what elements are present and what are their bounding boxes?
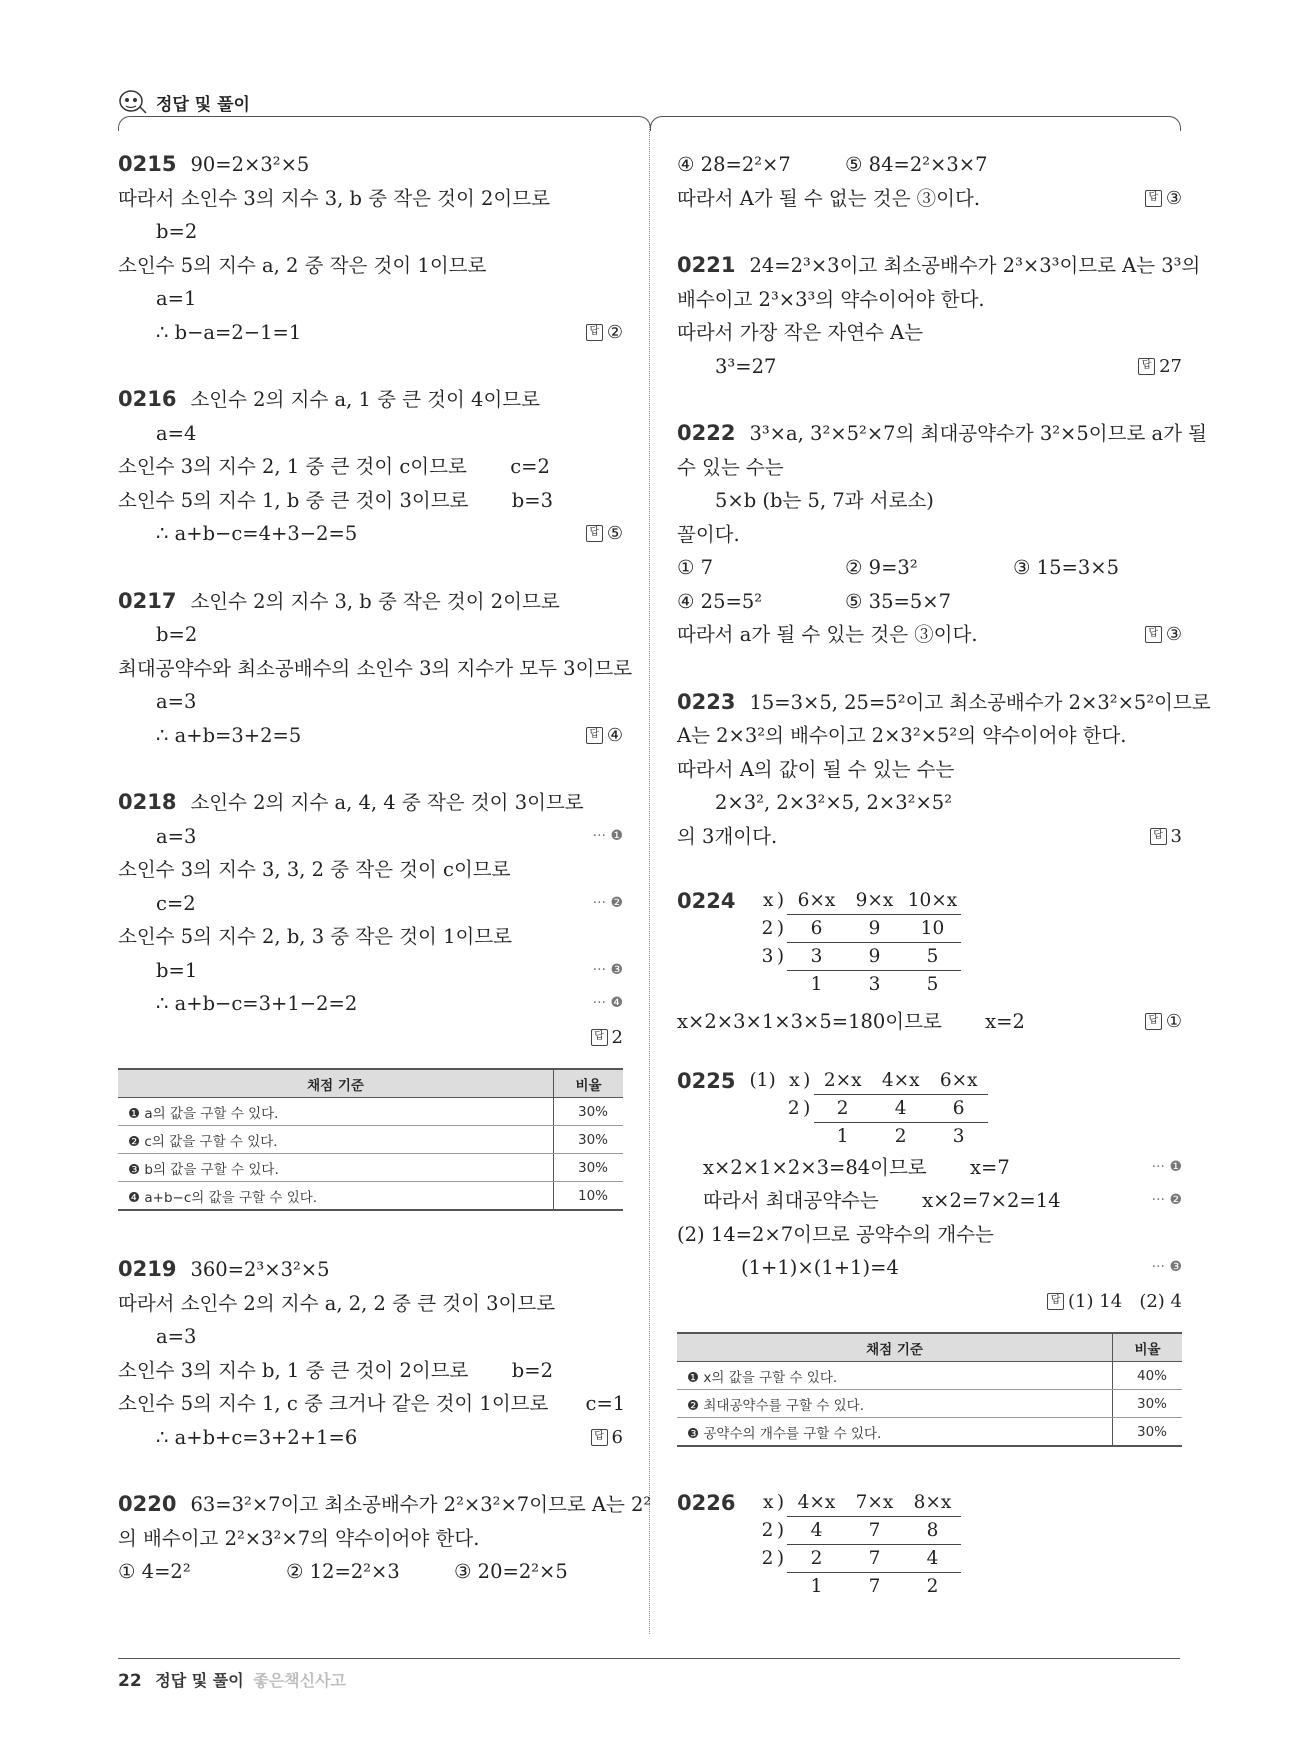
answer bbox=[1138, 350, 1182, 384]
ladder-cell: 4 bbox=[894, 1097, 907, 1119]
problem-0215 bbox=[118, 148, 623, 349]
solution-line: 따라서 A의 값이 될 수 있는 수는 bbox=[677, 757, 955, 781]
table-header: 비율 bbox=[1113, 1333, 1183, 1362]
ladder-cell: 2 bbox=[894, 1125, 907, 1147]
part-label: (1) bbox=[749, 1069, 776, 1091]
ladder-row: 2 ) 2 4 6 bbox=[776, 1095, 988, 1123]
frame-top-right bbox=[662, 116, 1170, 117]
answer-icon: 답 bbox=[586, 727, 603, 744]
solution-line: 3³=27 bbox=[715, 354, 777, 378]
table-row bbox=[118, 1154, 623, 1182]
step-marker: ··· ❶ bbox=[592, 827, 623, 844]
problem-number: 0215 bbox=[118, 152, 177, 176]
divisor: 3 bbox=[761, 946, 774, 967]
solution-line: ∴ a+b−c=3+1−2=2 bbox=[156, 992, 358, 1015]
problem-number: 0218 bbox=[118, 790, 177, 814]
answer bbox=[591, 1021, 623, 1055]
ladder-cell: 7 bbox=[868, 1576, 881, 1597]
ladder-row: 3 ) 3 9 5 bbox=[749, 943, 961, 971]
footer-rule bbox=[118, 1658, 1180, 1659]
answer bbox=[586, 719, 623, 753]
ladder-cell: 10×x bbox=[907, 890, 958, 911]
ladder-cell: 9 bbox=[868, 946, 881, 967]
footer-label: 정답 및 풀이 bbox=[155, 1671, 244, 1690]
ladder-cell: 5 bbox=[926, 946, 939, 967]
solution-line: 의 배수이고 2²×3²×7의 약수이어야 한다. bbox=[118, 1526, 480, 1550]
answer-icon: 답 bbox=[591, 1429, 608, 1446]
table-row bbox=[118, 1182, 623, 1211]
ladder-row bbox=[776, 1123, 988, 1151]
ladder-cell: 2 bbox=[836, 1097, 849, 1119]
answer-value: (1) 14 (2) 4 bbox=[1068, 1290, 1182, 1312]
answer-icon: 답 bbox=[1145, 626, 1162, 643]
problem-number: 0221 bbox=[677, 253, 736, 277]
solution-line: 소인수 2의 지수 a, 4, 4 중 작은 것이 3이므로 bbox=[190, 791, 584, 814]
solution-line: 소인수 5의 지수 1, c 중 크거나 같은 것이 1이므로 c=1 bbox=[118, 1392, 626, 1415]
ladder-row bbox=[749, 971, 961, 999]
answer-value: 2 bbox=[611, 1026, 623, 1048]
option: ① 4=2² bbox=[118, 1560, 191, 1583]
ladder-cell: 7 bbox=[868, 1548, 881, 1569]
ladder-cell: 4×x bbox=[797, 1492, 836, 1513]
ladder-cell: 4×x bbox=[881, 1069, 920, 1091]
option: ④ 28=2²×7 bbox=[677, 153, 791, 176]
solution-line: b=1 bbox=[156, 958, 198, 982]
problem-0222 bbox=[677, 417, 1208, 652]
step-marker: ··· ❸ bbox=[592, 961, 623, 978]
option: ③ 15=3×5 bbox=[1013, 556, 1119, 579]
step-marker: ··· ❷ bbox=[592, 894, 623, 911]
criterion: ❶ x의 값을 구할 수 있다. bbox=[677, 1362, 1113, 1390]
criterion: ❸ b의 값을 구할 수 있다. bbox=[118, 1154, 554, 1182]
answer-icon: 답 bbox=[1047, 1293, 1064, 1310]
ladder-cell: 6×x bbox=[939, 1069, 978, 1091]
problem-number: 0222 bbox=[677, 421, 736, 445]
ladder-cell: 2 bbox=[810, 1548, 823, 1569]
solution-line: 63=3²×7이고 최소공배수가 2²×3²×7이므로 A는 2² bbox=[190, 1493, 652, 1516]
ladder-row: 2 ) 2 7 4 bbox=[749, 1545, 961, 1573]
problem-0224 bbox=[677, 887, 1182, 1039]
ratio: 10% bbox=[554, 1182, 624, 1211]
ladder-cell: 7 bbox=[868, 1520, 881, 1541]
problem-0221 bbox=[677, 249, 1201, 383]
watermark: 좋은책신사고 bbox=[253, 1671, 346, 1690]
answer bbox=[591, 1421, 623, 1455]
solution-line: 90=2×3²×5 bbox=[190, 153, 310, 176]
ladder-cell: 6 bbox=[952, 1097, 965, 1119]
solution-line: 360=2³×3²×5 bbox=[190, 1258, 330, 1281]
solution-line: ∴ a+b−c=4+3−2=5 bbox=[156, 522, 358, 545]
ladder-cell: 6 bbox=[810, 918, 823, 939]
ladder-cell: 4 bbox=[926, 1548, 939, 1569]
solution-line: A는 2×3²의 배수이고 2×3²×5²의 약수이어야 한다. bbox=[677, 724, 1127, 747]
option: ⑤ 84=2²×3×7 bbox=[845, 153, 988, 176]
ladder-cell: 1 bbox=[810, 974, 823, 995]
solution-line: 따라서 소인수 3의 지수 3, b 중 작은 것이 2이므로 bbox=[118, 186, 550, 210]
option: ② 12=2²×3 bbox=[286, 1560, 400, 1583]
answer-icon: 답 bbox=[1150, 828, 1167, 845]
ratio: 30% bbox=[554, 1098, 624, 1126]
answer bbox=[586, 316, 623, 350]
table-row bbox=[677, 1390, 1182, 1418]
option: ② 9=3² bbox=[845, 556, 918, 579]
answer-value: ③ bbox=[1165, 624, 1182, 645]
solution-line: ∴ a+b=3+2=5 bbox=[156, 723, 302, 747]
answer-icon: 답 bbox=[1138, 358, 1155, 375]
ladder-cell: 3 bbox=[868, 974, 881, 995]
ladder-cell: 3 bbox=[810, 946, 823, 967]
ladder-cell: 9 bbox=[868, 918, 881, 939]
grading-table bbox=[118, 1068, 623, 1211]
ladder-cell: 8 bbox=[926, 1520, 939, 1541]
ladder-cell: 7×x bbox=[855, 1492, 894, 1513]
table-row bbox=[118, 1126, 623, 1154]
solution-line: x×2×1×2×3=84이므로 x=7 bbox=[703, 1155, 1010, 1179]
answer-value: 3 bbox=[1170, 825, 1182, 847]
column-divider bbox=[649, 124, 650, 1634]
answer-icon: 답 bbox=[1145, 1013, 1162, 1030]
problem-0219 bbox=[118, 1253, 626, 1454]
divisor: x bbox=[789, 1069, 800, 1091]
solution-line: ∴ a+b+c=3+2+1=6 bbox=[156, 1425, 358, 1449]
division-ladder bbox=[749, 887, 961, 999]
frame-corner bbox=[650, 116, 665, 131]
option: ④ 25=5² bbox=[677, 589, 763, 613]
table-header: 비율 bbox=[554, 1069, 624, 1098]
ladder-cell: 9×x bbox=[855, 890, 894, 911]
answer bbox=[1145, 1005, 1182, 1039]
solution-line: 따라서 가장 작은 자연수 A는 bbox=[677, 321, 924, 344]
table-row bbox=[677, 1418, 1182, 1447]
step-marker: ··· ❹ bbox=[592, 995, 623, 1011]
frame-corner bbox=[1166, 116, 1181, 131]
right-column bbox=[677, 148, 1211, 1635]
left-column bbox=[118, 148, 652, 1623]
solution-line: 따라서 a가 될 수 있는 것은 ③이다. bbox=[677, 623, 978, 646]
solution-line: c=2 bbox=[156, 891, 196, 915]
problem-0218 bbox=[118, 786, 623, 1211]
ladder-cell: 4 bbox=[810, 1520, 823, 1541]
answer-value: ④ bbox=[606, 724, 623, 746]
ladder-row: 2 ) 6 9 10 bbox=[749, 915, 961, 943]
solution-line: b=2 bbox=[156, 623, 198, 646]
solution-line: 따라서 소인수 2의 지수 a, 2, 2 중 큰 것이 3이므로 bbox=[118, 1291, 556, 1315]
solution-line: 의 3개이다. bbox=[677, 824, 778, 848]
solution-line: 배수이고 2³×3³의 약수이어야 한다. bbox=[677, 287, 985, 311]
answer-icon: 답 bbox=[1145, 190, 1162, 207]
step-marker: ··· ❶ bbox=[1151, 1158, 1182, 1175]
problem-0220 bbox=[118, 1488, 652, 1589]
problem-number: 0220 bbox=[118, 1492, 177, 1516]
problem-number: 0224 bbox=[677, 889, 736, 913]
page-footer bbox=[118, 1668, 346, 1691]
table-row bbox=[677, 1362, 1182, 1390]
criterion: ❸ 공약수의 개수를 구할 수 있다. bbox=[677, 1418, 1113, 1447]
ratio: 40% bbox=[1113, 1362, 1183, 1390]
problem-number: 0217 bbox=[118, 588, 177, 613]
solution-line: 소인수 5의 지수 1, b 중 큰 것이 3이므로 b=3 bbox=[118, 488, 553, 512]
ladder-row: x ) 2×x 4×x 6×x bbox=[776, 1067, 988, 1095]
answer bbox=[1150, 820, 1182, 854]
problem-number: 0219 bbox=[118, 1257, 177, 1281]
answer-value: ① bbox=[1165, 1011, 1182, 1032]
ladder-row: x ) 4×x 7×x 8×x bbox=[749, 1489, 961, 1517]
ladder-cell: 6×x bbox=[797, 890, 836, 911]
solution-line: b=2 bbox=[156, 220, 198, 243]
step-marker: ··· ❷ bbox=[1151, 1192, 1182, 1208]
solution-line: (1+1)×(1+1)=4 bbox=[741, 1256, 899, 1279]
ladder-row: 2 ) 4 7 8 bbox=[749, 1517, 961, 1545]
ladder-row: x ) 6×x 9×x 10×x bbox=[749, 887, 961, 915]
solution-line: 3³×a, 3²×5²×7의 최대공약수가 3²×5이므로 a가 될 bbox=[749, 422, 1208, 445]
mascot-icon bbox=[118, 89, 148, 115]
solution-line: (2) 14=2×7이므로 공약수의 개수는 bbox=[677, 1222, 994, 1246]
header-title: 정답 및 풀이 bbox=[156, 94, 250, 115]
ladder-row bbox=[749, 1573, 961, 1601]
division-ladder bbox=[776, 1067, 988, 1151]
divisor: 2 bbox=[787, 1097, 800, 1119]
solution-line: a=3 bbox=[156, 1325, 197, 1348]
ladder-cell: 3 bbox=[952, 1125, 965, 1147]
divisor: 2 bbox=[761, 918, 774, 939]
solution-line: 따라서 A가 될 수 없는 것은 ③이다. bbox=[677, 186, 981, 210]
solution-line: 소인수 3의 지수 2, 1 중 큰 것이 c이므로 c=2 bbox=[118, 455, 550, 478]
answer-value: 27 bbox=[1159, 355, 1182, 377]
solution-line: 수 있는 수는 bbox=[677, 455, 784, 479]
divisor: 2 bbox=[761, 1548, 774, 1569]
problem-number: 0225 bbox=[677, 1068, 736, 1093]
answer bbox=[1145, 182, 1182, 216]
solution-line: 소인수 5의 지수 a, 2 중 작은 것이 1이므로 bbox=[118, 253, 487, 277]
solution-line: 2×3², 2×3²×5, 2×3²×5² bbox=[715, 791, 953, 814]
solution-line: 5×b (b는 5, 7과 서로소) bbox=[715, 489, 934, 512]
answer bbox=[586, 517, 623, 551]
criterion: ❹ a+b−c의 값을 구할 수 있다. bbox=[118, 1182, 554, 1211]
option: ③ 20=2²×5 bbox=[454, 1560, 568, 1583]
frame-top-left bbox=[130, 116, 638, 117]
solution-line: 24=2³×3이고 최소공배수가 2³×3³이므로 A는 3³의 bbox=[749, 254, 1201, 277]
solution-line: 소인수 3의 지수 b, 1 중 큰 것이 2이므로 b=2 bbox=[118, 1358, 553, 1382]
criterion: ❷ c의 값을 구할 수 있다. bbox=[118, 1126, 554, 1154]
solution-line: a=1 bbox=[156, 287, 197, 310]
option: ① 7 bbox=[677, 556, 714, 579]
divisor: x bbox=[763, 1492, 774, 1513]
ladder-cell: 10 bbox=[920, 918, 945, 939]
answer-icon: 답 bbox=[591, 1029, 608, 1046]
problem-number: 0226 bbox=[677, 1491, 736, 1515]
table-header: 채점 기준 bbox=[677, 1333, 1113, 1362]
grading-table bbox=[677, 1332, 1182, 1447]
solution-line: 소인수 2의 지수 3, b 중 작은 것이 2이므로 bbox=[190, 589, 560, 613]
ladder-cell: 1 bbox=[836, 1125, 849, 1147]
answer-icon: 답 bbox=[586, 324, 603, 341]
problem-0220-cont bbox=[677, 148, 1182, 215]
table-row bbox=[118, 1098, 623, 1126]
option: ⑤ 35=5×7 bbox=[845, 589, 951, 613]
ratio: 30% bbox=[554, 1126, 624, 1154]
solution-line: 소인수 5의 지수 2, b, 3 중 작은 것이 1이므로 bbox=[118, 925, 513, 948]
answer bbox=[1145, 618, 1182, 652]
criterion: ❷ 최대공약수를 구할 수 있다. bbox=[677, 1390, 1113, 1418]
page-header bbox=[118, 84, 250, 120]
solution-line: a=3 bbox=[156, 824, 197, 848]
problem-0217 bbox=[118, 585, 633, 753]
step-marker: ··· ❸ bbox=[1151, 1259, 1182, 1275]
ladder-cell: 2 bbox=[926, 1576, 939, 1597]
problem-number: 0216 bbox=[118, 387, 177, 411]
division-ladder bbox=[749, 1489, 961, 1601]
problem-0225 bbox=[677, 1067, 1182, 1448]
answer-value: ② bbox=[606, 321, 623, 343]
solution-line: x×2×3×1×3×5=180이므로 x=2 bbox=[677, 1010, 1025, 1033]
ratio: 30% bbox=[1113, 1390, 1183, 1418]
answer-value: ③ bbox=[1165, 187, 1182, 209]
table-header: 채점 기준 bbox=[118, 1069, 554, 1098]
problem-number: 0223 bbox=[677, 689, 736, 714]
problem-0216 bbox=[118, 383, 623, 551]
answer bbox=[1047, 1285, 1182, 1319]
page-number: 22 bbox=[118, 1671, 142, 1691]
solution-line: 꼴이다. bbox=[677, 522, 740, 546]
answer-value: ⑤ bbox=[606, 523, 623, 544]
ladder-cell: 5 bbox=[926, 974, 939, 995]
criterion: ❶ a의 값을 구할 수 있다. bbox=[118, 1098, 554, 1126]
solution-line: a=3 bbox=[156, 690, 197, 713]
problem-0226 bbox=[677, 1489, 1182, 1601]
ladder-cell: 2×x bbox=[823, 1069, 862, 1091]
solution-line: 소인수 2의 지수 a, 1 중 큰 것이 4이므로 bbox=[190, 388, 540, 411]
divisor: 2 bbox=[761, 1520, 774, 1541]
solution-line: a=4 bbox=[156, 421, 197, 445]
ratio: 30% bbox=[1113, 1418, 1183, 1447]
answer-value: 6 bbox=[611, 1426, 623, 1448]
ratio: 30% bbox=[554, 1154, 624, 1182]
answer-icon: 답 bbox=[586, 525, 603, 542]
problem-0223 bbox=[677, 686, 1211, 854]
solution-line: ∴ b−a=2−1=1 bbox=[156, 320, 302, 344]
divisor: x bbox=[763, 890, 774, 911]
solution-line: 15=3×5, 25=5²이고 최소공배수가 2×3²×5²이므로 bbox=[749, 690, 1211, 714]
ladder-cell: 8×x bbox=[913, 1492, 952, 1513]
ladder-cell: 1 bbox=[810, 1576, 823, 1597]
solution-line: 최대공약수와 최소공배수의 소인수 3의 지수가 모두 3이므로 bbox=[118, 656, 633, 680]
solution-line: 따라서 최대공약수는 x×2=7×2=14 bbox=[703, 1189, 1061, 1212]
solution-line: 소인수 3의 지수 3, 3, 2 중 작은 것이 c이므로 bbox=[118, 858, 511, 881]
